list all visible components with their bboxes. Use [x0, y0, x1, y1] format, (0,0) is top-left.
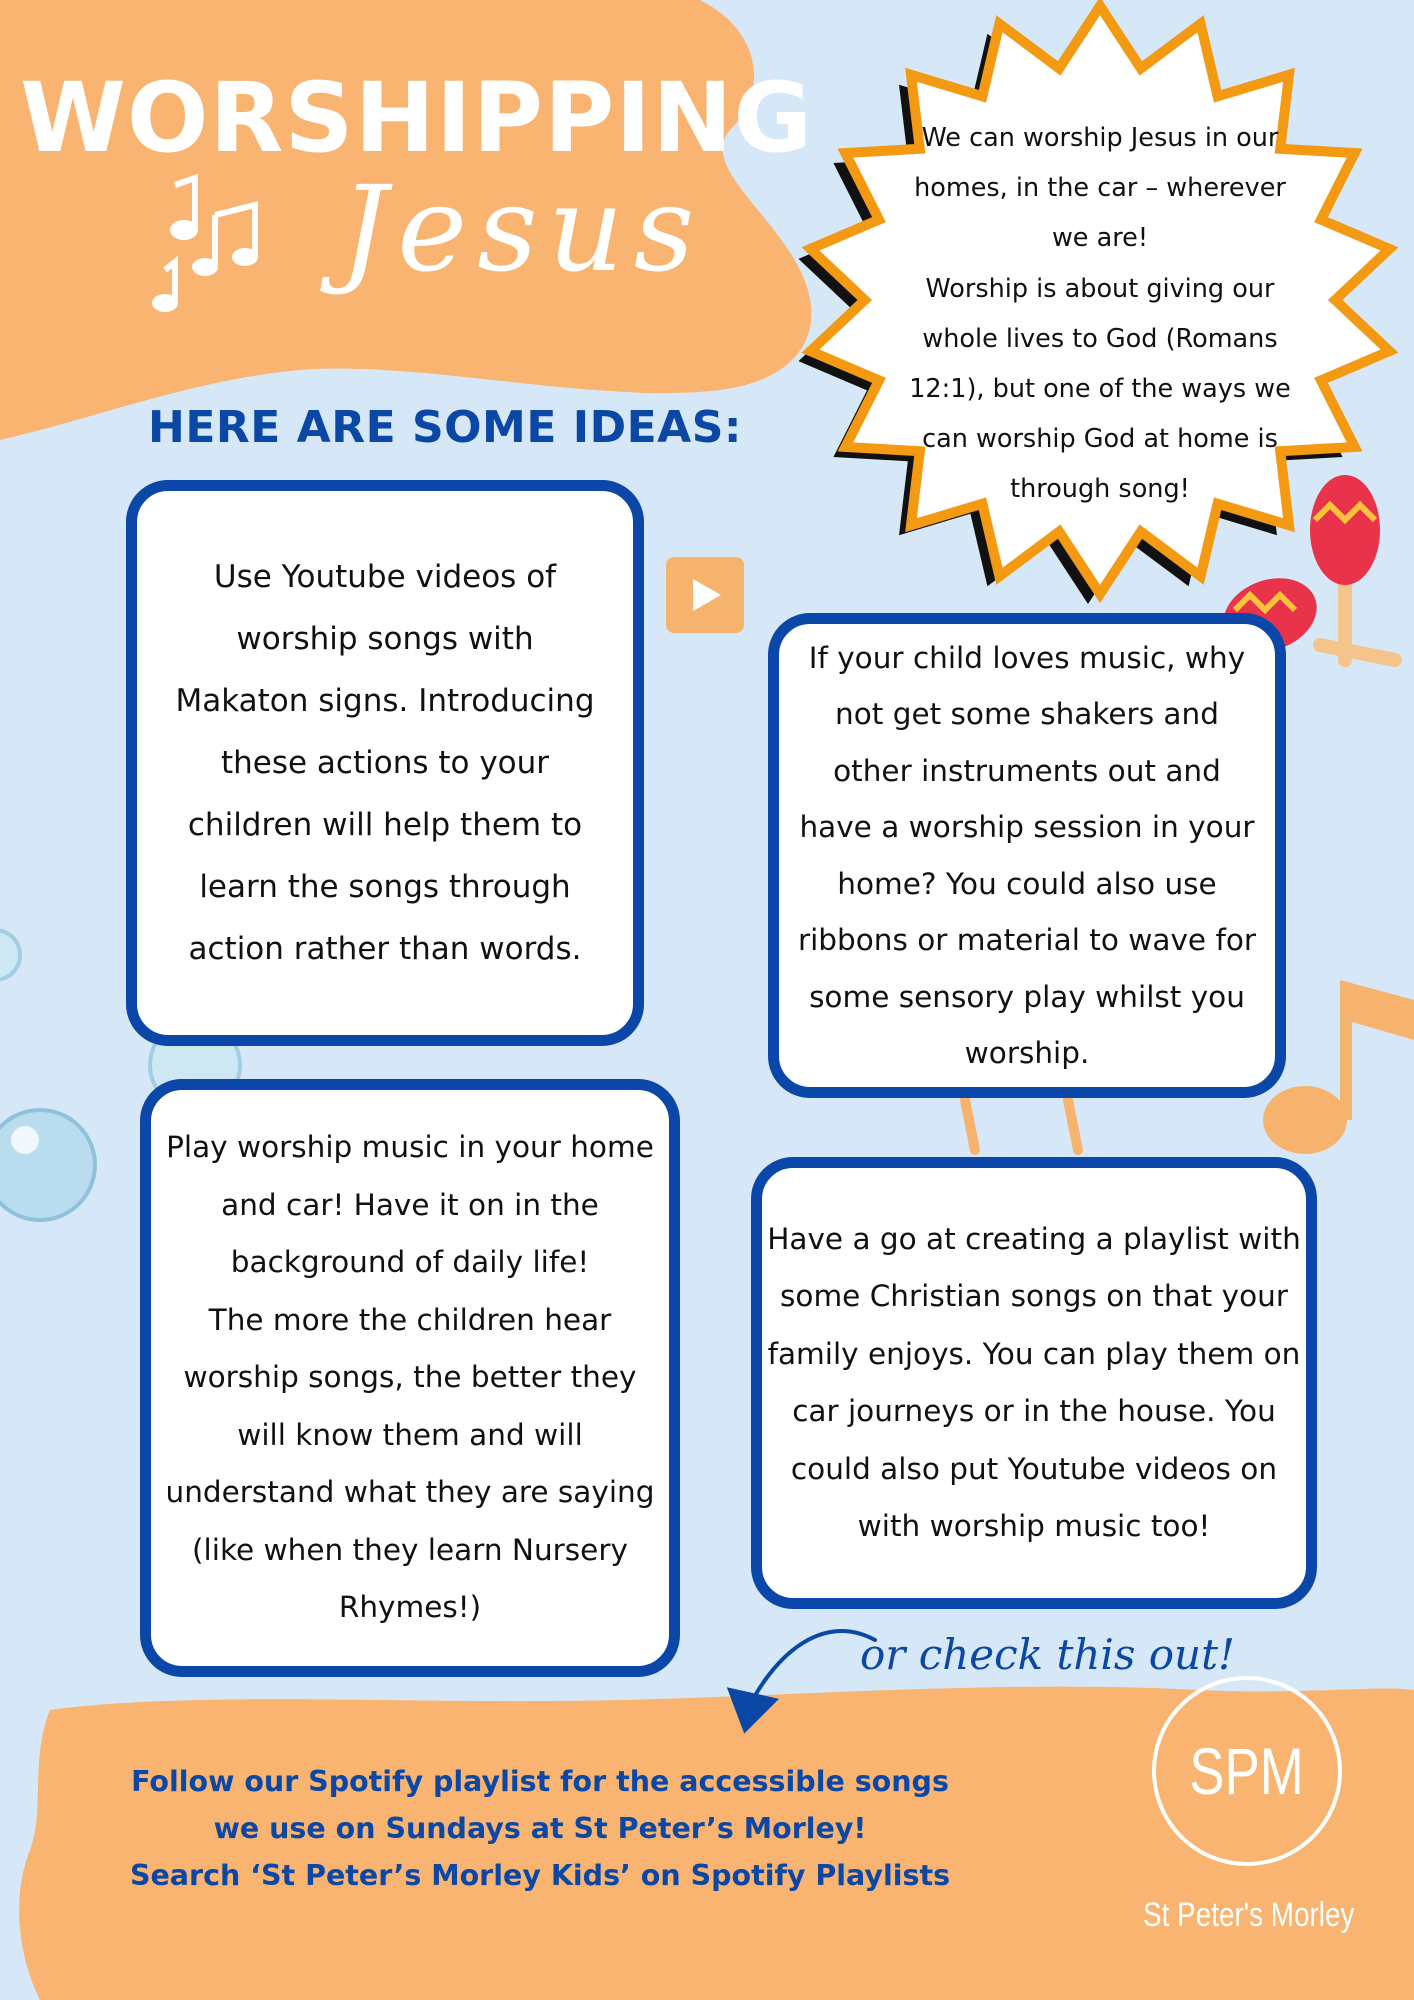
idea-card-background-music [140, 1079, 680, 1677]
play-icon [666, 557, 744, 633]
bubble-icon [0, 1110, 95, 1220]
bubble-icon [0, 930, 20, 980]
idea-card-instruments [768, 613, 1286, 1098]
callout-text: or check this out! [860, 1630, 1235, 1679]
intro-text: We can worship Jesus in our homes, in the car – wherever we are! Worship is about giving our whole lives to God (Romans 12:1), but one of the ways we can worship God at home is through song! [909, 123, 1291, 505]
idea-card-makaton [126, 480, 644, 1046]
logo-initials: SPM [1189, 1734, 1305, 1808]
ideas-heading: HERE ARE SOME IDEAS: [148, 402, 742, 453]
page-title: WORSHIPPING [20, 62, 814, 174]
logo [1152, 1676, 1342, 1866]
idea-text: Have a go at creating a playlist with some Christian songs on that your family enjoys. You can play them on car journeys or in the house. You could also put Youtube videos on with worship music too! [767, 1221, 1301, 1543]
idea-text: Use Youtube videos of worship songs with Makaton signs. Introducing these actions to your children will help them to learn the songs through action rather than words. [175, 559, 595, 967]
idea-card-playlist [751, 1157, 1317, 1609]
logo-name: St Peter's Morley [1143, 1896, 1355, 1934]
spotify-info: Follow our Spotify playlist for the accessible songs we use on Sundays at St Peter’s Morley! Search ‘St Peter’s Morley Kids’ on Spotify Playlists [129, 1765, 951, 1892]
page-title-script: Jesus [340, 160, 705, 298]
idea-text: Play worship music in your home and car! Have it on in the background of daily life! The more the children hear worship songs, the better they will know them and will understand what they are saying (like when they learn Nursery Rhymes!) [165, 1130, 655, 1625]
idea-text: If your child loves music, why not get some shakers and other instruments out and have a worship session in your home? You could also use ribbons or material to wave for some sensory play whilst you worship. [797, 640, 1257, 1070]
music-note-icon [965, 1100, 1078, 1150]
